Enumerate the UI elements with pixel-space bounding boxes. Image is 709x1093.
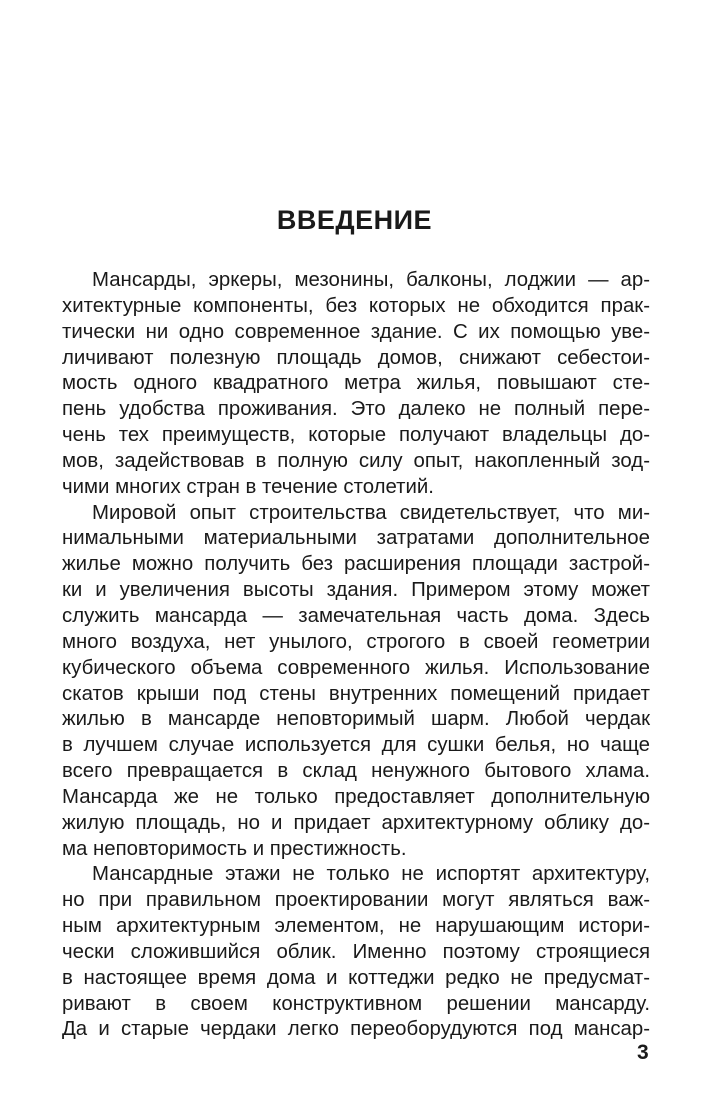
text-line: тически ни одно современное здание. С их помощью уве- xyxy=(62,320,650,343)
text-line: нимальными материальными затратами дополнительное xyxy=(62,527,650,550)
text-line: мов, задействовав в полную силу опыт, накопленный зод- xyxy=(62,449,650,472)
text-line: хитектурные компоненты, без которых не обходится прак- xyxy=(62,294,650,317)
paragraph-3 xyxy=(62,862,650,1043)
text-line: скатов крыши под стены внутренних помещений придает xyxy=(62,682,650,705)
text-line: пень удобства проживания. Это далеко не полный пере- xyxy=(62,398,650,421)
text-line: ки и увеличения высоты здания. Примером этому может xyxy=(62,579,650,602)
chapter-title: ВВЕДЕНИЕ xyxy=(276,205,433,235)
text-line: Мансарда же не только предоставляет дополнительную xyxy=(62,785,650,808)
text-line: Мансарды, эркеры, мезонины, балконы, лоджии — ар- xyxy=(92,269,650,291)
text-line: в настоящее время дома и коттеджи редко не предусмат- xyxy=(62,966,650,989)
text-line: служить мансарда — замечательная часть дома. Здесь xyxy=(62,604,650,627)
text-line: ным архитектурным элементом, не нарушающим истори- xyxy=(62,915,650,938)
text-line: Да и старые чердаки легко переоборудуются под мансар- xyxy=(62,1018,650,1041)
paragraph-1 xyxy=(62,268,650,501)
body-text xyxy=(62,268,650,1043)
text-line: чески сложившийся облик. Именно поэтому строящиеся xyxy=(62,940,650,963)
text-line: всего превращается в склад ненужного бытового хлама. xyxy=(62,760,650,783)
page-number: 3 xyxy=(637,1041,649,1064)
text-line: жилую площадь, но и придает архитектурному облику до- xyxy=(62,811,650,834)
text-line: мость одного квадратного метра жилья, повышают сте- xyxy=(62,372,650,395)
text-line: Мировой опыт строительства свидетельствует, что ми- xyxy=(92,501,650,524)
text-line: чими многих стран в течение столетий. xyxy=(62,475,434,498)
text-line: ривают в своем конструктивном решении мансарду. xyxy=(62,992,650,1015)
text-line: кубического объема современного жилья. Использование xyxy=(62,656,650,679)
text-line: Мансардные этажи не только не испортят архитектуру, xyxy=(92,863,650,886)
text-line: в лучшем случае используется для сушки белья, но чаще xyxy=(62,734,650,757)
text-line: много воздуха, нет унылого, строгого в своей геометрии xyxy=(62,630,650,653)
text-line: личивают полезную площадь домов, снижают себестои- xyxy=(62,346,650,369)
paragraph-2 xyxy=(62,501,650,863)
text-line: но при правильном проектировании могут являться важ- xyxy=(62,889,650,912)
text-line: чень тех преимуществ, которые получают владельцы до- xyxy=(62,424,650,447)
text-line: жилью в мансарде неповторимый шарм. Любой чердак xyxy=(62,708,650,731)
text-line: жилье можно получить без расширения площади застрой- xyxy=(62,553,650,576)
text-line: ма неповторимость и престижность. xyxy=(62,837,407,860)
